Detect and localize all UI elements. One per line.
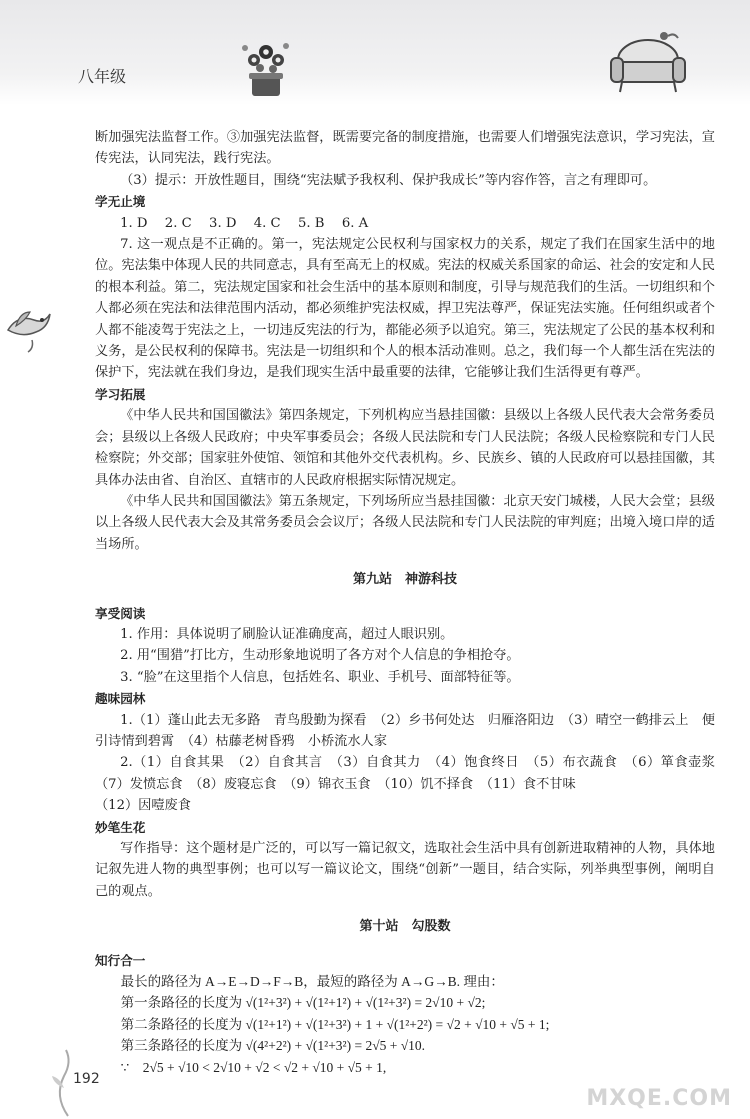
math-line xyxy=(95,992,715,1013)
grade-label: 八年级 xyxy=(78,67,127,86)
section-heading: 学习拓展 xyxy=(95,386,146,402)
section-heading: 享受阅读 xyxy=(95,605,146,621)
math-line: ∵ 2√5 + √10 < 2√10 + √2 < √2 + √10 + √5 + 1, xyxy=(120,1059,387,1075)
math-line: 最长的路径为 A→E→D→F→B，最短的路径为 A→G→B. 理由： xyxy=(120,974,504,990)
paragraph: 3. “脸”在这里指个人信息，包括姓名、职业、手机号、面部特征等。 xyxy=(120,669,520,685)
paragraph: （3）提示：开放性题目，围绕“宪法赋予我权利、保护我成长”等内容作答，言之有理即可。 xyxy=(120,172,657,188)
math-expression: √(1²+3²) + √(1²+1²) + √(1²+3²) = 2√10 + √2; xyxy=(245,995,486,1011)
paragraph: 《中华人民共和国国徽法》第四条规定，下列机构应当悬挂国徽：县级以上各级人民代表大会常务委员会；县级以上各级人民政府；中央军事委员会；各级人民法院和专门人民法院；各级人民检察院和专门人民检察院；外交部；国家驻外使馆、领馆和其他外交代表机构。乡、民族乡、镇的人民政府可以悬挂国徽，其具体办法由省、自治区、直辖市的人民政府根据实际情况规定。 xyxy=(95,408,715,488)
paragraph: 2.（1）自食其果 （2）自食其言 （3）自食其力 （4）饱食终日 （5）布衣蔬食 （6）箪食壶浆 （7）发愤忘食 （8）废寝忘食 （9）锦衣玉食 （10）饥不择食 （11）食不甘味 xyxy=(95,755,729,792)
watermark-text: MXQE.COM xyxy=(586,1086,732,1111)
math-expression: √(1²+1²) + √(1²+3²) + 1 + √(1²+2²) = √2 + √10 + √5 + 1; xyxy=(245,1016,550,1032)
math-label: 第一条路径的长度为 xyxy=(120,995,243,1011)
sofa-decoration xyxy=(608,28,690,98)
flower-pot-decoration xyxy=(236,38,296,100)
paragraph: 1. 作用：具体说明了刷脸认证准确度高，超过人眼识别。 xyxy=(120,626,454,642)
station-title: 第十站 勾股数 xyxy=(359,919,451,935)
paragraph: 7. 这一观点是不正确的。第一，宪法规定公民权利与国家权力的关系，规定了我们在国家生活中的地位。宪法集中体现人民的共同意志，具有至高无上的权威。宪法的权威关系国家的命运、社会的安定和人民的根本利益。第二，宪法规定国家和社会生活中的基本原则和制度，引导与规范我们的生活。一切组织和个人都必须在宪法和法律范围内活动，都必须维护宪法权威，捍卫宪法尊严，保证宪法实施。任何组织或者个人都不能凌驾于宪法之上，一切违反宪法的行为，都能必须予以追究。第三，宪法规定了公民的基本权利和义务，是公民权利的保障书。宪法是一切组织和个人的根本活动准则。总之，我们每一个人都生活在宪法的保护下，宪法就在我们身边，是我们现实生活中最重要的法律，它能够让我们生活得更有尊严。 xyxy=(95,237,715,381)
math-line xyxy=(95,1035,715,1056)
section-heading: 趣味园林 xyxy=(95,691,146,707)
math-label: 第三条路径的长度为 xyxy=(120,1038,243,1054)
paragraph: （12）因噎废食 xyxy=(95,798,191,814)
choice-answers: 1. D 2. C 3. D 4. C 5. B 6. A xyxy=(120,215,369,231)
math-line xyxy=(95,1014,715,1035)
station-title: 第九站 神游科技 xyxy=(352,572,457,588)
paragraph: 1.（1）蓬山此去无多路 青鸟殷勤为探看 （2）乡书何处达 归雁洛阳边 （3）晴空一鹤排云上 便引诗情到碧霄 （4）枯藤老树昏鸦 小桥流水人家 xyxy=(95,712,715,749)
math-label: 第二条路径的长度为 xyxy=(120,1016,243,1032)
paragraph: 《中华人民共和国国徽法》第五条规定，下列场所应当悬挂国徽：北京天安门城楼，人民大会堂；县级以上各级人民代表大会及其常务委员会会议厅；各级人民法院和专门人民法院的审判庭；出境入境口岸的适当场所。 xyxy=(95,493,715,552)
paragraph: 2. 用“围猎”打比方，生动形象地说明了各方对个人信息的争相抢夺。 xyxy=(120,648,520,664)
section-heading: 知行合一 xyxy=(95,952,146,968)
answer-content xyxy=(95,127,729,1078)
bird-decoration xyxy=(2,300,58,356)
math-expression: √(4²+2²) + √(1²+3²) = 2√5 + √10. xyxy=(245,1038,426,1054)
section-heading: 学无止境 xyxy=(95,194,146,210)
paragraph: 写作指导：这个题材是广泛的，可以写一篇记叙文，选取社会生活中具有创新进取精神的人物，具体地记叙先进人物的典型事例；也可以写一篇议论文，围绕“创新”一题目，结合实际，列举典型事例，阐明自己的观点。 xyxy=(95,841,715,899)
page-number: 192 xyxy=(73,1071,100,1087)
section-heading: 妙笔生花 xyxy=(95,819,146,835)
paragraph: 断加强宪法监督工作。③加强宪法监督，既需要完备的制度措施，也需要人们增强宪法意识，学习宪法，宣传宪法，认同宪法，践行宪法。 xyxy=(95,130,715,167)
